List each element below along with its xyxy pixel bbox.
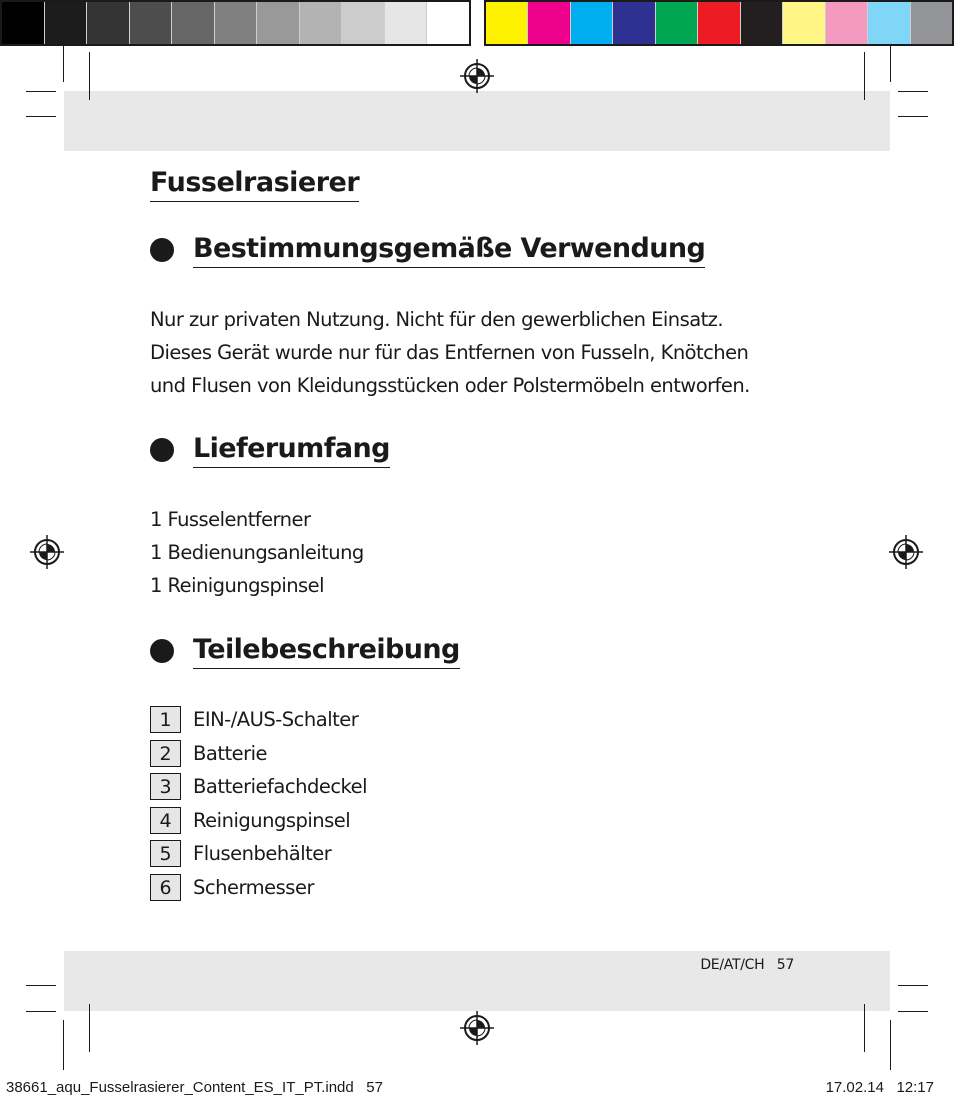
- color-swatch: [783, 2, 825, 44]
- crop-mark: [89, 52, 90, 100]
- section-heading-scope-of-delivery: [150, 431, 390, 468]
- part-item: [150, 804, 367, 838]
- section-heading-text: Lieferumfang: [193, 431, 390, 468]
- filled-circle-icon: [150, 238, 174, 262]
- part-label: Reinigungspinsel: [193, 808, 351, 832]
- crop-mark: [63, 1020, 64, 1070]
- registration-mark-icon: [460, 59, 494, 93]
- registration-mark-icon: [30, 535, 64, 569]
- part-number-box: 2: [150, 740, 181, 767]
- filled-circle-icon: [150, 438, 174, 462]
- part-item: [150, 737, 367, 771]
- part-number-box: 3: [150, 773, 181, 800]
- crop-mark: [890, 1020, 891, 1070]
- color-calibration-strip: [484, 0, 954, 46]
- part-number-box: 5: [150, 840, 181, 867]
- section-heading-intended-use: [150, 231, 705, 268]
- section-heading-parts-description: [150, 632, 460, 669]
- part-label: Schermesser: [193, 875, 314, 899]
- color-swatch: [868, 2, 910, 44]
- color-swatch: [571, 2, 613, 44]
- part-item: [150, 871, 367, 905]
- crop-mark: [26, 1011, 56, 1012]
- registration-mark-icon: [889, 535, 923, 569]
- color-swatch: [45, 2, 88, 44]
- header-band: [64, 91, 890, 151]
- part-label: Batteriefachdeckel: [193, 775, 368, 799]
- crop-mark: [26, 91, 56, 92]
- crop-mark: [26, 116, 56, 117]
- color-swatch: [741, 2, 783, 44]
- color-swatch: [300, 2, 343, 44]
- part-item: [150, 770, 367, 804]
- page-number: DE/AT/CH 57: [700, 957, 794, 973]
- crop-mark: [890, 46, 891, 82]
- color-swatch: [528, 2, 570, 44]
- part-label: Batterie: [193, 741, 268, 765]
- filled-circle-icon: [150, 639, 174, 663]
- crop-mark: [864, 52, 865, 100]
- crop-mark: [63, 46, 64, 82]
- color-swatch: [257, 2, 300, 44]
- color-swatch: [215, 2, 258, 44]
- color-swatch: [342, 2, 385, 44]
- color-swatch: [613, 2, 655, 44]
- color-swatch: [486, 2, 528, 44]
- crop-mark: [89, 1004, 90, 1052]
- list-item: 1 Fusselentferner: [150, 508, 311, 531]
- color-swatch: [130, 2, 173, 44]
- crop-mark: [898, 91, 928, 92]
- crop-mark: [898, 985, 928, 986]
- color-swatch: [87, 2, 130, 44]
- color-swatch: [2, 2, 45, 44]
- document-title: Fusselrasierer: [150, 165, 359, 202]
- parts-list: [150, 703, 367, 904]
- slug-timestamp: 17.02.14 12:17: [825, 1079, 934, 1096]
- section-heading-text: Teilebeschreibung: [193, 632, 460, 669]
- color-swatch: [427, 2, 469, 44]
- registration-mark-icon: [460, 1011, 494, 1045]
- list-item: 1 Bedienungsanleitung: [150, 541, 364, 564]
- color-swatch: [656, 2, 698, 44]
- color-swatch: [911, 2, 952, 44]
- grayscale-calibration-strip: [0, 0, 471, 46]
- crop-mark: [898, 1011, 928, 1012]
- color-swatch: [172, 2, 215, 44]
- list-item: 1 Reinigungspinsel: [150, 574, 324, 597]
- slug-filename: 38661_aqu_Fusselrasierer_Content_ES_IT_PT.indd 57: [6, 1079, 383, 1096]
- part-label: EIN-/AUS-Schalter: [193, 708, 359, 732]
- paragraph-line: Nur zur privaten Nutzung. Nicht für den gewerblichen Einsatz.: [150, 308, 724, 331]
- intended-use-paragraph: [150, 303, 830, 402]
- color-swatch: [698, 2, 740, 44]
- crop-mark: [26, 985, 56, 986]
- paragraph-line: und Flusen von Kleidungsstücken oder Polstermöbeln entworfen.: [150, 374, 750, 397]
- color-swatch: [826, 2, 868, 44]
- part-item: [150, 837, 367, 871]
- section-heading-text: Bestimmungsgemäße Verwendung: [193, 231, 705, 268]
- part-number-box: 1: [150, 706, 181, 733]
- paragraph-line: Dieses Gerät wurde nur für das Entfernen von Fusseln, Knötchen: [150, 341, 749, 364]
- part-number-box: 6: [150, 874, 181, 901]
- part-number-box: 4: [150, 807, 181, 834]
- part-item: [150, 703, 367, 737]
- delivery-list: [150, 503, 830, 602]
- color-swatch: [385, 2, 428, 44]
- crop-mark: [898, 116, 928, 117]
- crop-mark: [864, 1004, 865, 1052]
- part-label: Flusenbehälter: [193, 842, 332, 866]
